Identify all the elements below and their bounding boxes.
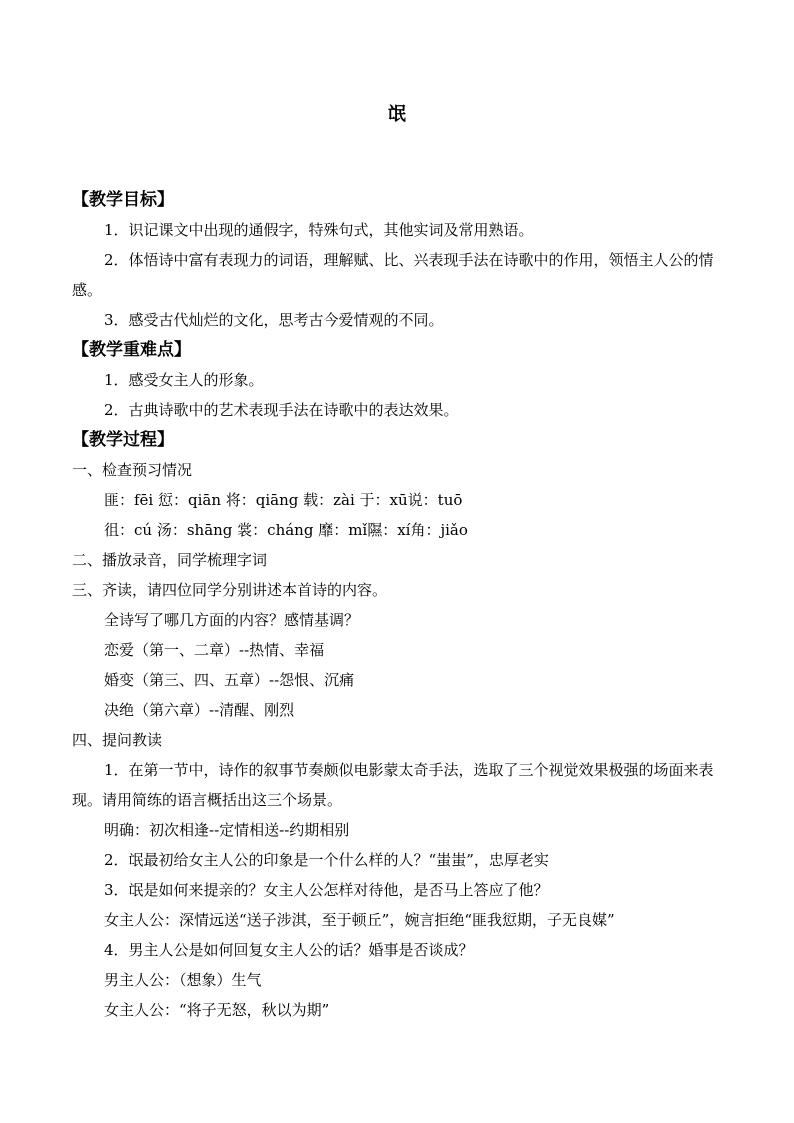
step-3-title: 三、齐读，请四位同学分别讲述本首诗的内容。 (72, 581, 388, 599)
goal-item-1: 1．识记课文中出现的通假字，特殊句式，其他实词及常用熟语。 (104, 221, 534, 239)
section-heading-goals: 【教学目标】 (72, 190, 174, 210)
step-4-line-6: 男主人公：（想象）生气 (104, 971, 262, 989)
key-point-item-1: 1．感受女主人的形象。 (104, 371, 264, 389)
section-heading-key-points: 【教学重难点】 (72, 340, 191, 360)
step-4-line-3: 3．氓是如何来提亲的？女主人公怎样对待他，是否马上答应了他？ (104, 881, 549, 899)
step-4-line-1: 明确：初次相逢--定情相送--约期相别 (104, 821, 350, 839)
goal-item-2: 2．体悟诗中富有表现力的词语，理解赋、比、兴表现手法在诗歌中的作用，领悟主人公的情感。 (72, 251, 714, 299)
step-3-line-2: 恋爱（第一、二章）--热情、幸福 (104, 641, 325, 659)
pinyin-line-2: 徂：cú 汤：shāng 裳：cháng 靡：mǐ隰：xí角：jiǎo (104, 521, 468, 539)
step-4-question-1: 1．在第一节中，诗作的叙事节奏颇似电影蒙太奇手法，选取了三个视觉效果极强的场面来表现。请用简练的语言概括出这三个场景。 (72, 761, 714, 809)
step-1-title: 一、检查预习情况 (72, 461, 193, 479)
key-point-item-2: 2．古典诗歌中的艺术表现手法在诗歌中的表达效果。 (104, 401, 459, 419)
step-4-line-5: 4．男主人公是如何回复女主人公的话？婚事是否谈成？ (104, 941, 474, 959)
goal-item-3: 3．感受古代灿烂的文化，思考古今爱情观的不同。 (104, 311, 444, 329)
section-heading-process: 【教学过程】 (72, 430, 174, 450)
step-4-line-7: 女主人公：“将子无怒，秋以为期” (104, 1001, 330, 1019)
step-4-title: 四、提问教读 (72, 731, 163, 749)
page-title: 氓 (388, 104, 406, 125)
step-2-title: 二、播放录音，同学梳理字词 (72, 551, 268, 569)
step-3-line-3: 婚变（第三、四、五章）--怨恨、沉痛 (104, 671, 355, 689)
step-4-line-4: 女主人公：深情远送“送子涉淇，至于顿丘”，婉言拒绝“匪我愆期，子无良媒” (104, 911, 615, 929)
step-3-line-4: 决绝（第六章）--清醒、刚烈 (104, 701, 295, 719)
pinyin-line-1: 匪：fēi 愆：qiān 将：qiāng 载：zài 于：xū说：tuō (104, 491, 463, 509)
step-4-line-2: 2．氓最初给女主人公的印象是一个什么样的人？“蚩蚩”，忠厚老实 (104, 851, 549, 869)
document-body (72, 185, 728, 1025)
step-3-line-1: 全诗写了哪几方面的内容？感情基调？ (104, 611, 360, 629)
